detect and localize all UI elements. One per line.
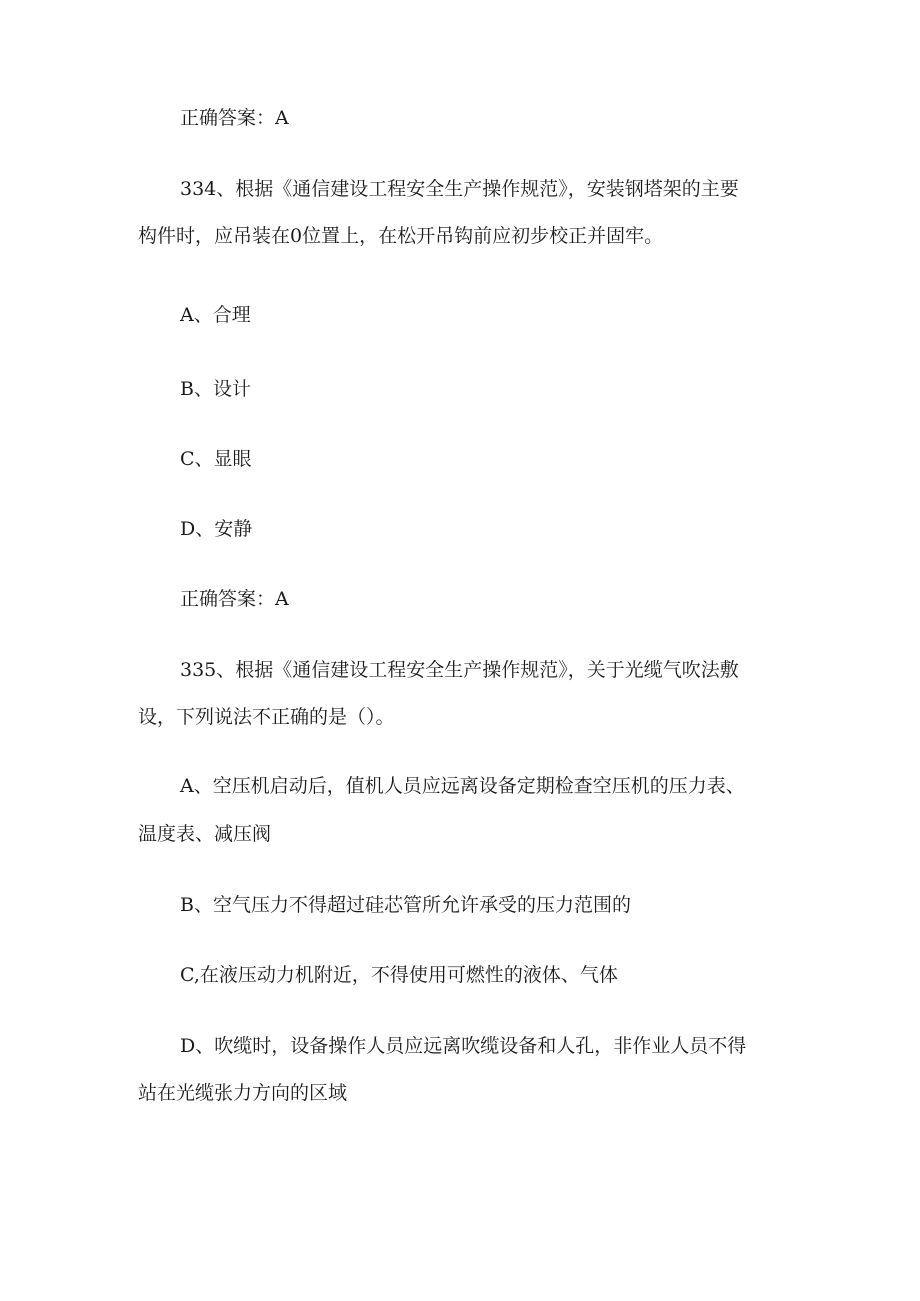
option-335-b: B、空气压力不得超过硅芯管所允许承受的压力范围的 bbox=[180, 894, 631, 916]
option-335-d-line2: 站在光缆张力方向的区域 bbox=[138, 1082, 348, 1104]
option-334-c: C、显眼 bbox=[180, 448, 252, 470]
option-335-d-line1: D、吹缆时，设备操作人员应远离吹缆设备和人孔，非作业人员不得 bbox=[180, 1035, 747, 1057]
question-334-line1: 334、根据《通信建设工程安全生产操作规范》，安装钢塔架的主要 bbox=[180, 178, 739, 200]
question-335-line2: 设，下列说法不正确的是（）。 bbox=[138, 706, 395, 728]
option-334-a: A、合理 bbox=[180, 304, 251, 326]
answer-q334: 正确答案：A bbox=[180, 588, 289, 610]
option-334-d: D、安静 bbox=[180, 518, 253, 540]
option-335-a-line1: A、空压机启动后，值机人员应远离设备定期检查空压机的压力表、 bbox=[180, 775, 745, 797]
option-335-a-line2: 温度表、减压阀 bbox=[138, 823, 272, 845]
option-334-b: B、设计 bbox=[180, 378, 251, 400]
question-335-line1: 335、根据《通信建设工程安全生产操作规范》，关于光缆气吹法敷 bbox=[180, 659, 739, 681]
answer-q333: 正确答案：A bbox=[180, 107, 289, 129]
question-334-line2: 构件时，应吊装在0位置上，在松开吊钩前应初步校正并固牢。 bbox=[138, 225, 664, 247]
option-335-c: C,在液压动力机附近，不得使用可燃性的液体、气体 bbox=[180, 964, 618, 986]
